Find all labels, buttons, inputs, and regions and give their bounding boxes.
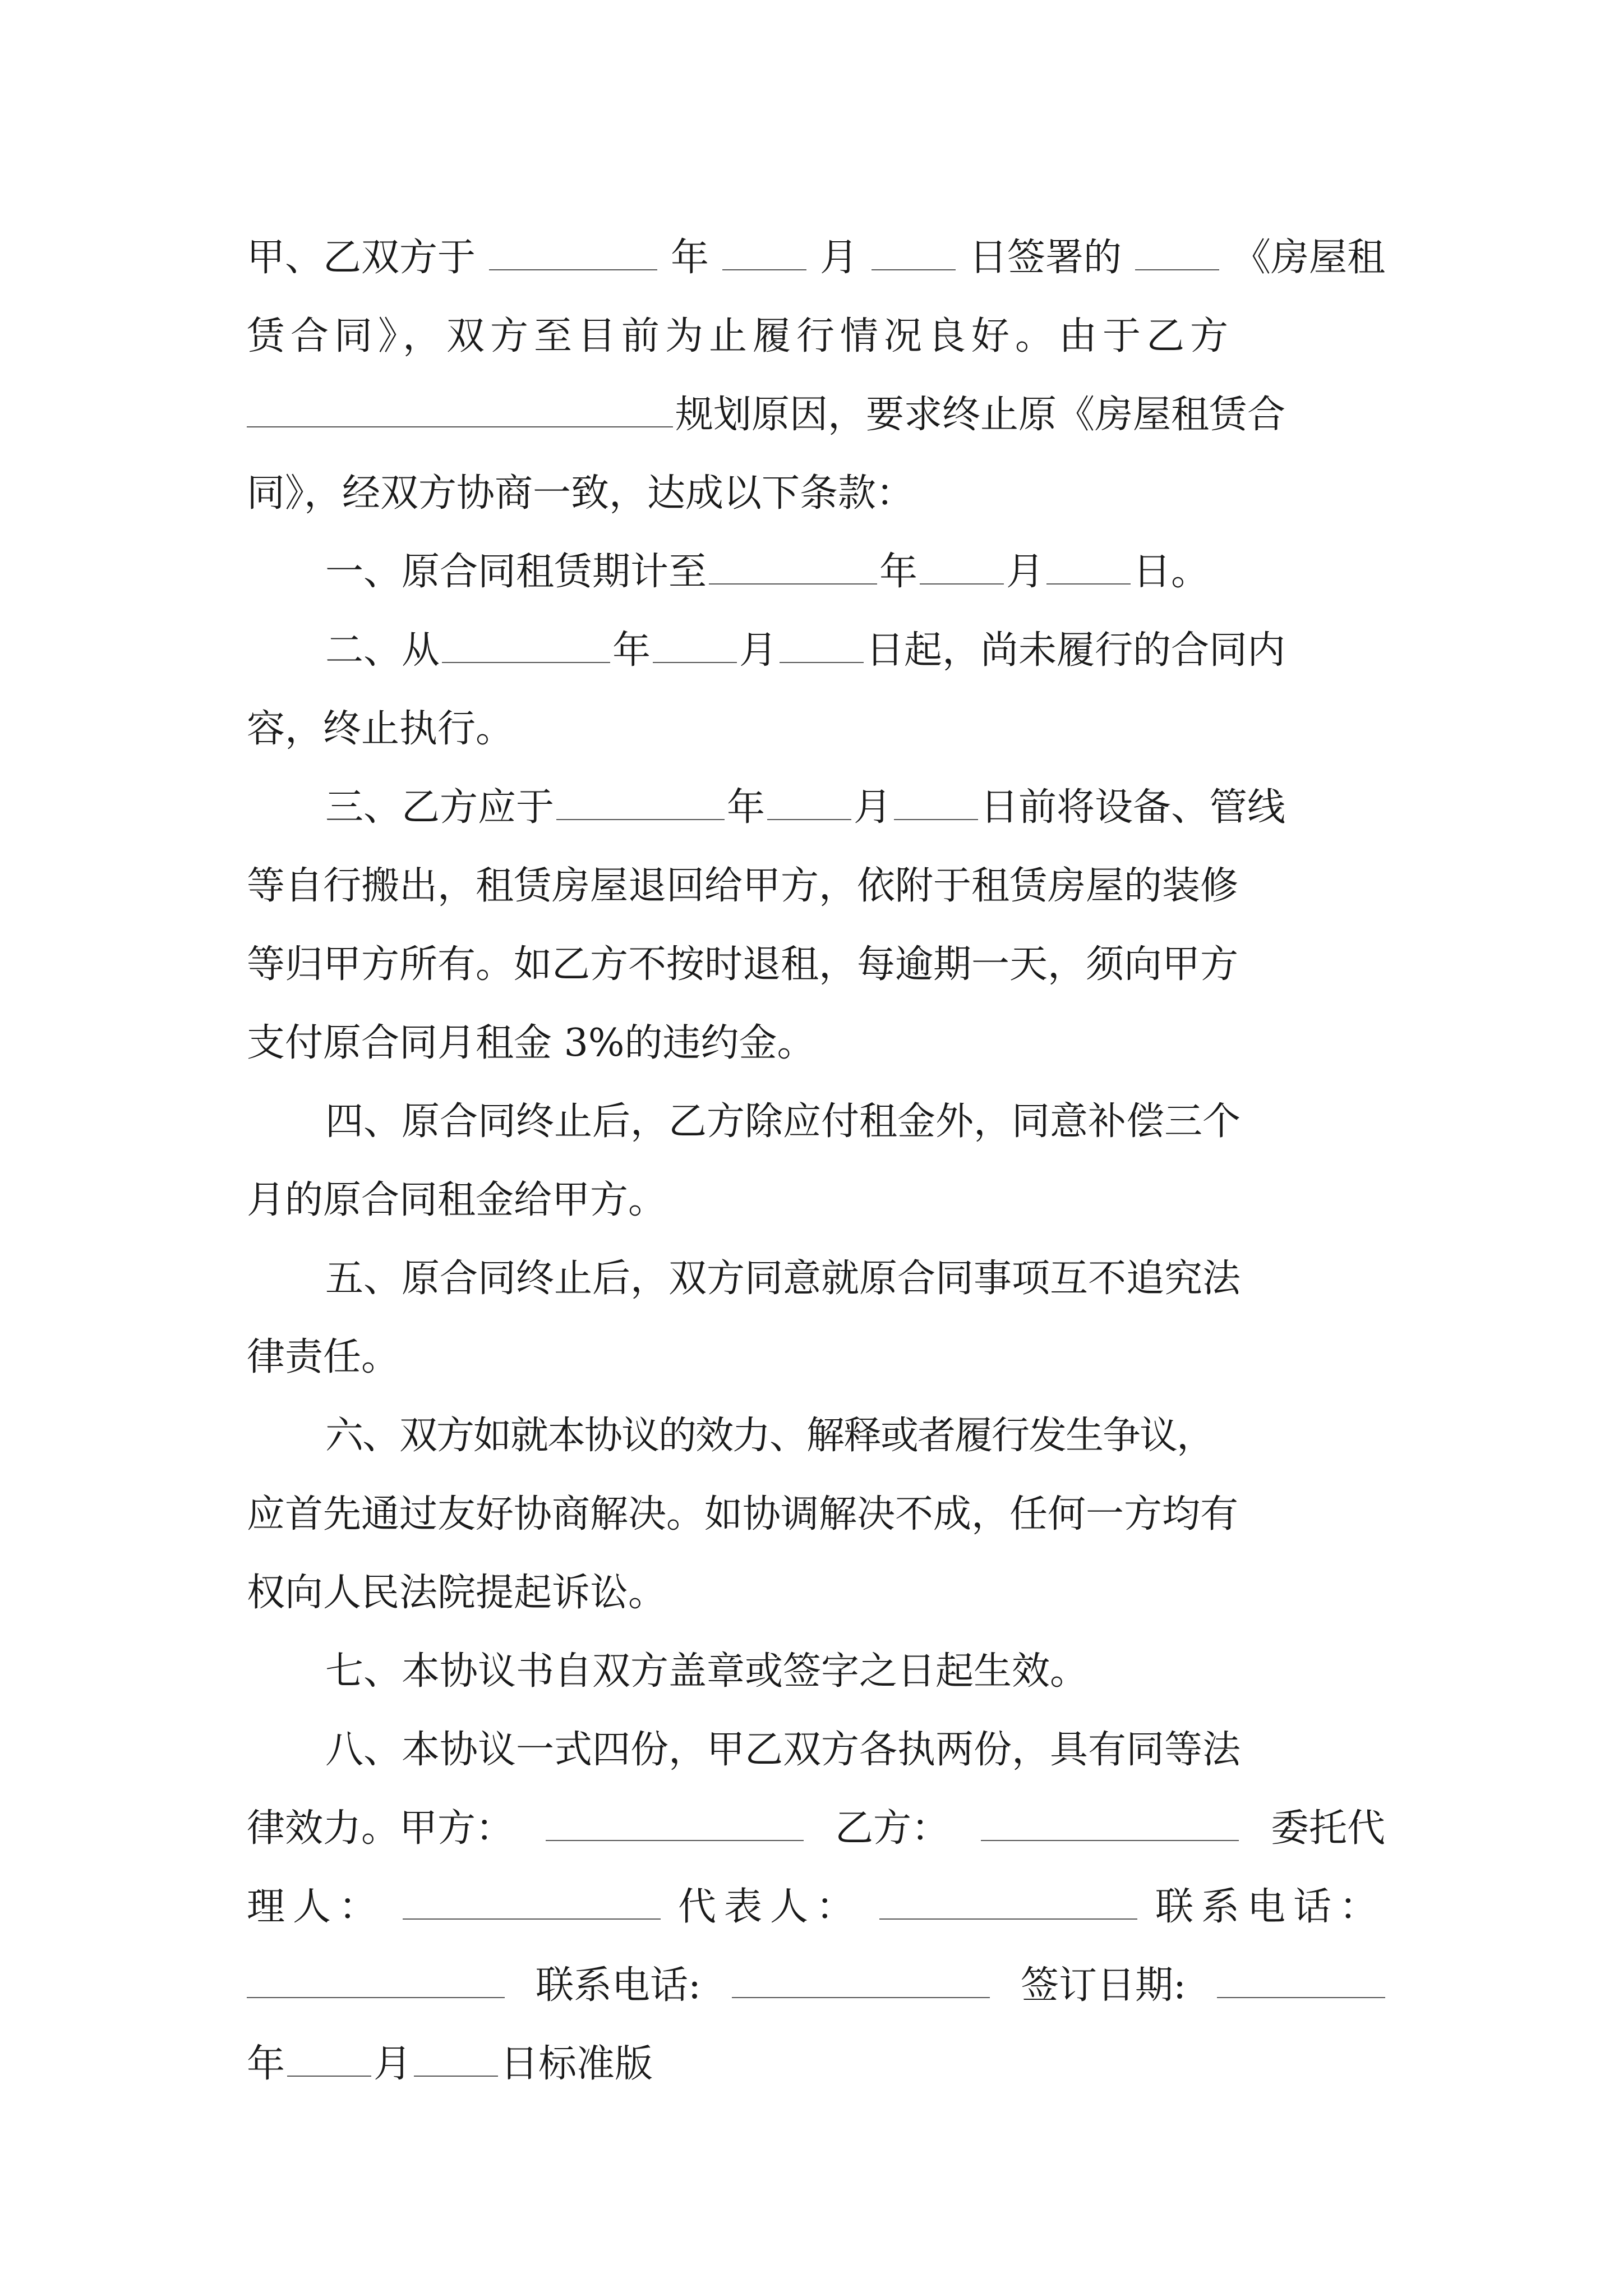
clause-1-text: 一、原合同租赁期计至 xyxy=(325,550,707,594)
sign-date-year-field[interactable] xyxy=(1217,1997,1385,1998)
clause-3-year: 年 xyxy=(727,785,766,830)
sign-date-month: 月 xyxy=(374,2042,412,2086)
clause-2-blank-day[interactable] xyxy=(780,662,864,663)
intro-line-2 xyxy=(247,297,1385,376)
clause-1-blank-month[interactable] xyxy=(920,583,1004,585)
clause-8-text-1: 八、本协议一式四份，甲乙双方各执两份，具有同等法 xyxy=(325,1728,1241,1772)
agent-field[interactable] xyxy=(403,1918,661,1920)
representative-label: 代表人： xyxy=(677,1885,862,1929)
intro-year-label: 年 xyxy=(670,236,709,280)
clause-8-line-5 xyxy=(247,2025,1385,2104)
party-a-label: 律效力。甲方： xyxy=(247,1806,514,1851)
clause-3-text-2: 等自行搬出，租赁房屋退回给甲方，依附于租赁房屋的装修 xyxy=(247,864,1239,908)
blank-month[interactable] xyxy=(722,269,806,270)
clause-6-text-1: 六、双方如就本协议的效力、解释或者履行发生争议， xyxy=(325,1414,1214,1458)
clause-3-month: 月 xyxy=(854,785,892,830)
clause-1 xyxy=(247,533,1385,611)
blank-contract-prefix[interactable] xyxy=(1135,269,1219,270)
clause-4-text-1: 四、原合同终止后，乙方除应付租金外，同意补偿三个 xyxy=(325,1099,1241,1144)
intro-month-label: 月 xyxy=(819,236,858,280)
intro-day-label: 日签署的 xyxy=(969,236,1122,280)
clause-3-line-3 xyxy=(247,926,1385,1004)
clause-2-blank-year[interactable] xyxy=(442,662,610,663)
intro-text-2: 赁合同》，双方至目前为止履行情况良好。由于乙方 xyxy=(247,314,1234,358)
clause-2-year: 年 xyxy=(612,628,651,673)
intro-line-3 xyxy=(247,376,1385,454)
clause-1-day: 日。 xyxy=(1133,550,1210,594)
clause-3-text-3: 等归甲方所有。如乙方不按时退租，每逾期一天，须向甲方 xyxy=(247,942,1239,987)
sign-date-label: 签订日期: xyxy=(1021,1963,1186,2008)
clause-1-year: 年 xyxy=(879,550,918,594)
intro-text-1: 甲、乙双方于 xyxy=(247,236,476,280)
agent-label-1: 委托代 xyxy=(1270,1806,1385,1851)
clause-2-line-1 xyxy=(247,611,1385,690)
clause-6-line-3 xyxy=(247,1554,1385,1632)
clause-8-line-3 xyxy=(247,1868,1385,1947)
clause-5-line-2 xyxy=(247,1318,1385,1397)
clause-3-line-4 xyxy=(247,1004,1385,1083)
party-a-field[interactable] xyxy=(546,1840,804,1841)
clause-4-text-2: 月的原合同租金给甲方。 xyxy=(247,1178,667,1222)
party-b-field[interactable] xyxy=(981,1840,1239,1841)
phone-label-1: 联系电话： xyxy=(1155,1885,1385,1929)
blank-year[interactable] xyxy=(489,269,657,270)
blank-day[interactable] xyxy=(872,269,956,270)
clause-3-blank-month[interactable] xyxy=(767,819,851,820)
clause-3-text: 三、乙方应于 xyxy=(325,785,555,830)
clause-2-month: 月 xyxy=(739,628,778,673)
clause-6-line-2 xyxy=(247,1475,1385,1554)
clause-2-blank-month[interactable] xyxy=(653,662,737,663)
clause-5-text-2: 律责任。 xyxy=(247,1335,400,1379)
contract-page xyxy=(247,219,1385,2104)
party-b-label: 乙方： xyxy=(834,1806,949,1851)
clause-2-text: 二、从 xyxy=(325,628,440,673)
representative-field[interactable] xyxy=(879,1918,1137,1920)
phone-label-2: 联系电话: xyxy=(536,1963,701,2008)
sign-date-year: 年 xyxy=(247,2042,285,2086)
clause-4-line-2 xyxy=(247,1161,1385,1240)
clause-6-text-2: 应首先通过友好协商解决。如协调解决不成，任何一方均有 xyxy=(247,1492,1239,1536)
clause-8-line-1 xyxy=(247,1711,1385,1789)
sign-date-month-field[interactable] xyxy=(287,2076,371,2077)
clause-8-line-4 xyxy=(247,1947,1385,2025)
phone-field-1[interactable] xyxy=(247,1997,505,1998)
clause-7-text-1: 七、本协议书自双方盖章或签字之日起生效。 xyxy=(325,1649,1089,1694)
intro-text-3: 规划原因，要求终止原《房屋租赁合 xyxy=(675,393,1286,437)
clause-1-blank-day[interactable] xyxy=(1046,583,1131,585)
clause-1-month: 月 xyxy=(1006,550,1045,594)
clause-3-text-4: 支付原合同月租金 3%的违约金。 xyxy=(247,1021,815,1065)
intro-line-4 xyxy=(247,454,1385,533)
sign-date-day: 日标准版 xyxy=(500,2042,653,2086)
clause-3-blank-year[interactable] xyxy=(556,819,725,820)
clause-5-line-1 xyxy=(247,1240,1385,1318)
clause-3-line-2 xyxy=(247,847,1385,926)
clause-6-text-3: 权向人民法院提起诉讼。 xyxy=(247,1571,667,1615)
sign-date-day-field[interactable] xyxy=(414,2076,498,2077)
clause-4-line-1 xyxy=(247,1083,1385,1161)
clause-8-line-2 xyxy=(247,1789,1385,1868)
intro-line-1 xyxy=(247,219,1385,297)
clause-1-blank-year[interactable] xyxy=(709,583,877,585)
intro-text-4: 同》，经双方协商一致，达成以下条款： xyxy=(247,471,915,516)
clause-3-blank-day[interactable] xyxy=(894,819,978,820)
clause-7-line-1 xyxy=(247,1632,1385,1711)
clause-3-line-1 xyxy=(247,769,1385,847)
clause-3-day: 日前将设备、管线 xyxy=(980,785,1286,830)
clause-2-text-2: 容，终止执行。 xyxy=(247,707,514,751)
clause-5-text-1: 五、原合同终止后，双方同意就原合同事项互不追究法 xyxy=(325,1257,1241,1301)
clause-2-day: 日起，尚未履行的合同内 xyxy=(866,628,1286,673)
blank-reason[interactable] xyxy=(247,426,673,427)
clause-2-line-2 xyxy=(247,690,1385,769)
clause-6-line-1 xyxy=(247,1397,1385,1475)
intro-contract-title: 《房屋租 xyxy=(1232,236,1385,280)
agent-label-2: 理人： xyxy=(247,1885,385,1929)
phone-field-2[interactable] xyxy=(732,1997,990,1998)
